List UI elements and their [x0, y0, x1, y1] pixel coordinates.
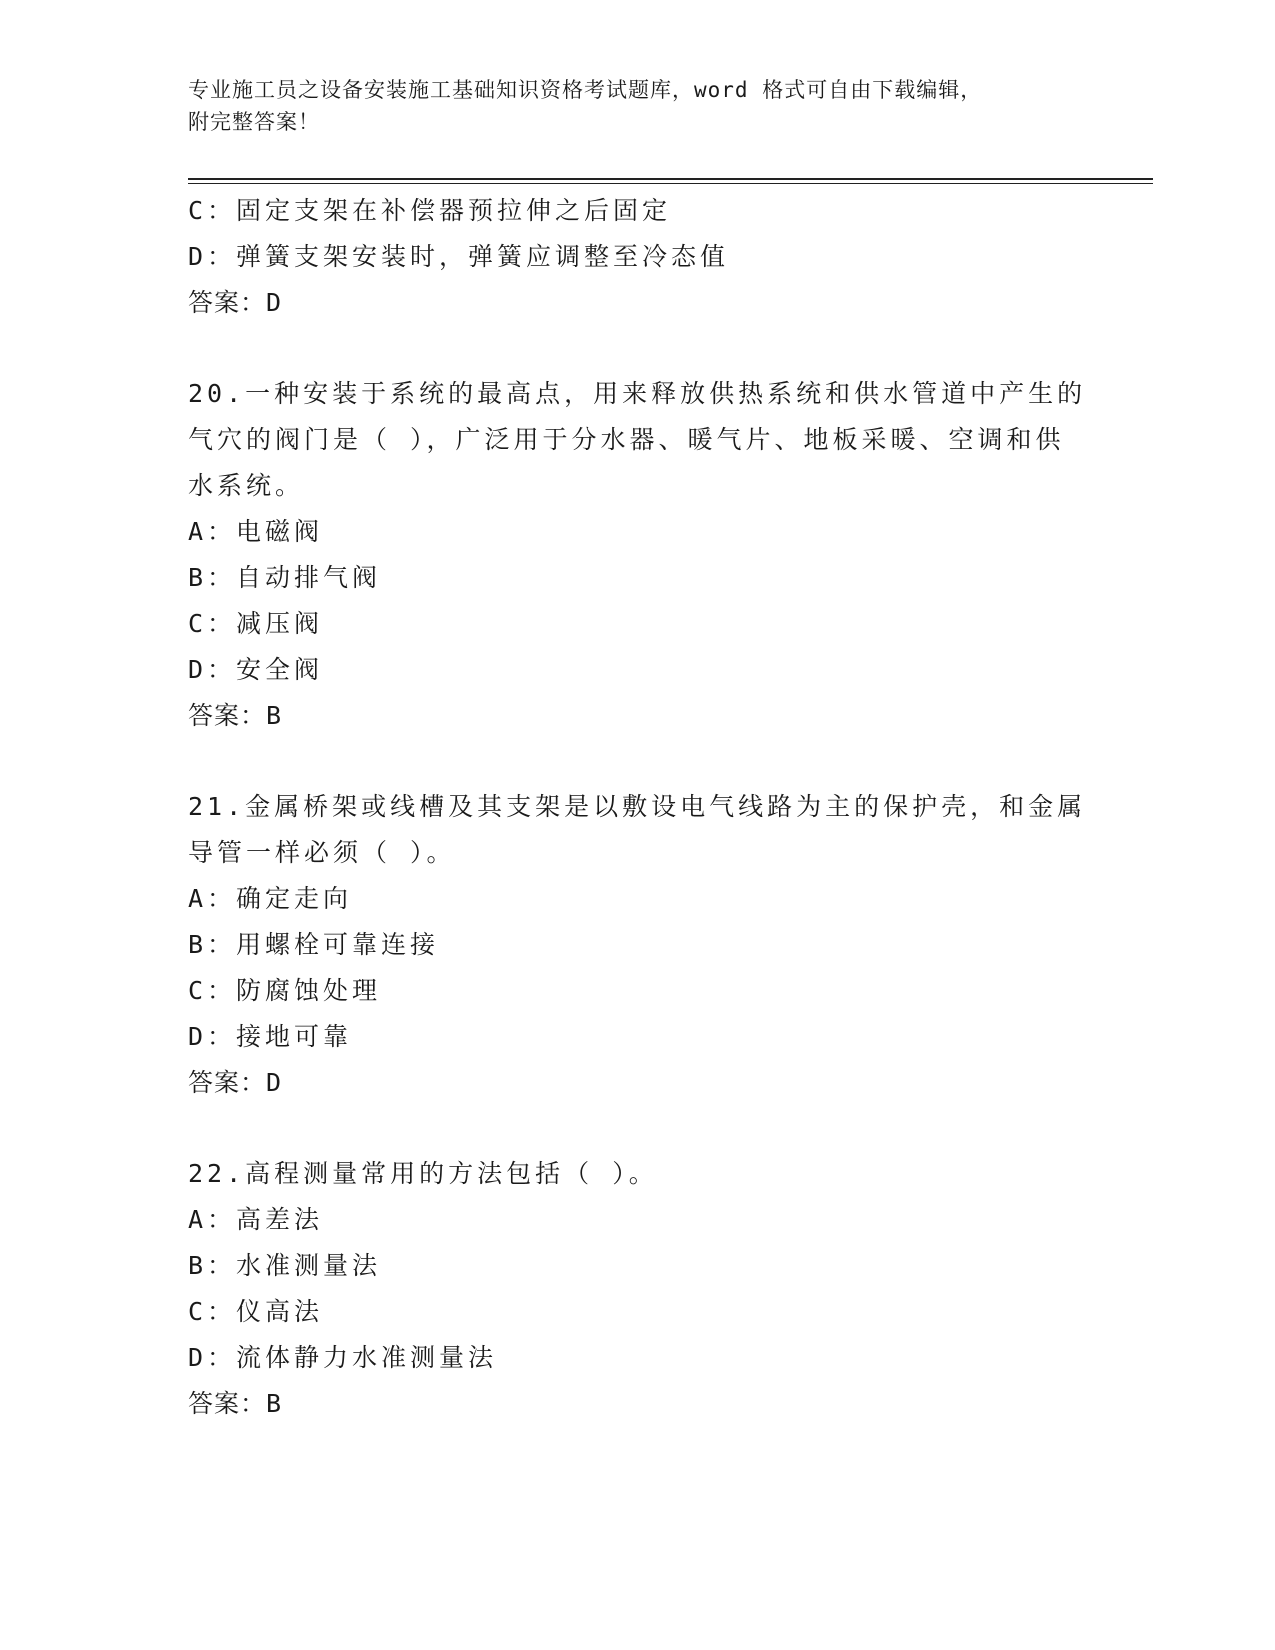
header-title-line-2: 附完整答案！ [188, 110, 320, 134]
option-c: C：仪高法 [188, 1297, 324, 1326]
option-c: C：固定支架在补偿器预拉伸之后固定 [188, 196, 672, 225]
question-stem-line-3: 水系统。 [188, 471, 305, 500]
question-stem-line-1: 22.高程测量常用的方法包括（ ）。 [188, 1159, 658, 1188]
question-stem-line-1: 20.一种安装于系统的最高点，用来释放供热系统和供水管道中产生的 [188, 379, 1087, 408]
spacer [188, 1106, 1088, 1151]
spacer [188, 739, 1088, 784]
document-header [188, 74, 1088, 138]
option-c: C：减压阀 [188, 609, 324, 638]
question-block-21 [188, 784, 1088, 1106]
answer-label: 答案：B [188, 701, 283, 730]
question-stem-line-2: 导管一样必须（ ）。 [188, 838, 456, 867]
option-b: B：水准测量法 [188, 1251, 382, 1280]
option-d: D：安全阀 [188, 655, 324, 684]
question-stem-line-1: 21.金属桥架或线槽及其支架是以敷设电气线路为主的保护壳，和金属 [188, 792, 1087, 821]
question-stem-line-2: 气穴的阀门是（ ），广泛用于分水器、暖气片、地板采暖、空调和供 [188, 425, 1065, 454]
header-divider-thick [188, 178, 1153, 180]
spacer [188, 326, 1088, 371]
question-block-20 [188, 371, 1088, 739]
document-body [188, 188, 1088, 1427]
answer-label: 答案：D [188, 1068, 283, 1097]
question-block-22 [188, 1151, 1088, 1427]
answer-label: 答案：D [188, 288, 283, 317]
option-d: D：弹簧支架安装时，弹簧应调整至冷态值 [188, 242, 730, 271]
option-d: D：流体静力水准测量法 [188, 1343, 498, 1372]
option-a: A：确定走向 [188, 884, 353, 913]
option-a: A：高差法 [188, 1205, 324, 1234]
answer-label: 答案：B [188, 1389, 283, 1418]
option-b: B：用螺栓可靠连接 [188, 930, 440, 959]
option-b: B：自动排气阀 [188, 563, 382, 592]
header-divider-thin [188, 183, 1153, 184]
option-d: D：接地可靠 [188, 1022, 353, 1051]
option-c: C：防腐蚀处理 [188, 976, 382, 1005]
question-block-previous [188, 188, 1088, 326]
header-title-line-1: 专业施工员之设备安装施工基础知识资格考试题库，word 格式可自由下载编辑， [188, 78, 983, 102]
option-a: A：电磁阀 [188, 517, 324, 546]
